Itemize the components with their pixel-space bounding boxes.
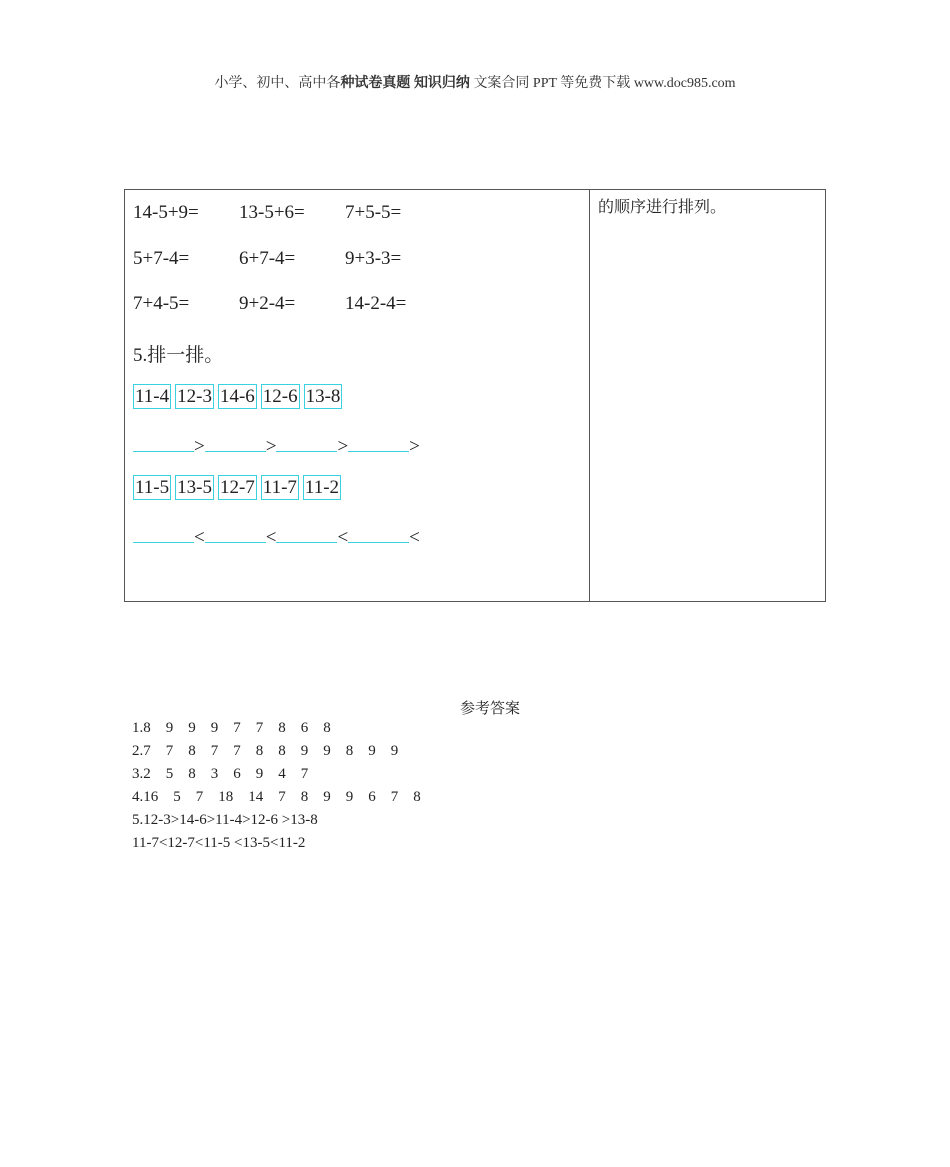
answer-blank[interactable] xyxy=(348,523,409,543)
answer-blank[interactable] xyxy=(133,523,194,543)
expression-box: 11-7 xyxy=(262,477,297,498)
comparison-symbol: > xyxy=(265,436,277,457)
group1-expressions xyxy=(133,384,346,409)
worksheet-table xyxy=(124,189,826,602)
expression-box: 12-7 xyxy=(219,477,255,498)
answer-line: 1.8 9 9 9 7 7 8 6 8 xyxy=(132,720,331,736)
instruction-text: 的顺序进行排列。 xyxy=(598,197,727,216)
expression-box: 13-8 xyxy=(305,386,341,407)
exercise-cell xyxy=(125,190,590,601)
answer-line: 11-7<12-7<11-5 <13-5<11-2 xyxy=(132,835,306,851)
expression-box: 12-3 xyxy=(177,386,212,407)
expression-box: 11-2 xyxy=(304,477,340,498)
answer-blank[interactable] xyxy=(276,432,337,452)
equation: 7+5-5= xyxy=(345,202,402,223)
group2-answer-blanks xyxy=(133,523,420,549)
header-text-2: 种试卷真题 xyxy=(340,76,411,91)
equation: 13-5+6= xyxy=(239,202,305,223)
answer-line: 5.12-3>14-6>11-4>12-6 >13-8 xyxy=(132,812,318,828)
comparison-symbol: > xyxy=(409,436,420,457)
answers-title: 参考答案 xyxy=(459,699,520,717)
comparison-symbol: < xyxy=(337,527,349,548)
equation: 14-5+9= xyxy=(133,202,199,223)
header-text-4: 文案合同 PPT 等免费下载 xyxy=(473,76,631,91)
comparison-symbol: < xyxy=(409,527,420,548)
section-5-title: 5.排一排。 xyxy=(133,345,224,366)
answer-blank[interactable] xyxy=(276,523,337,543)
answer-blank[interactable] xyxy=(205,432,266,452)
page-header xyxy=(0,72,950,92)
expression-box: 11-5 xyxy=(135,477,170,498)
header-text-3: 知识归纳 xyxy=(410,76,474,91)
equation-row xyxy=(133,248,451,270)
comparison-symbol: > xyxy=(337,436,349,457)
header-url: www.doc985.com xyxy=(630,76,736,91)
group1-answer-blanks xyxy=(133,432,420,458)
answer-line: 3.2 5 8 3 6 9 4 7 xyxy=(132,766,309,782)
expression-box: 11-4 xyxy=(135,386,170,407)
equation: 6+7-4= xyxy=(239,248,296,269)
expression-box: 14-6 xyxy=(219,386,255,407)
group2-expressions xyxy=(133,475,345,500)
expression-box: 13-5 xyxy=(177,477,212,498)
answer-line: 4.16 5 7 18 14 7 8 9 9 6 7 8 xyxy=(132,789,421,805)
answer-blank[interactable] xyxy=(348,432,409,452)
equation-row xyxy=(133,293,451,315)
equation-row xyxy=(133,202,451,224)
equation: 9+2-4= xyxy=(239,293,296,314)
answer-blank[interactable] xyxy=(133,432,194,452)
instruction-cell xyxy=(590,190,825,601)
answer-blank[interactable] xyxy=(205,523,266,543)
equation: 7+4-5= xyxy=(133,293,190,314)
comparison-symbol: > xyxy=(194,436,205,457)
answer-line: 2.7 7 8 7 7 8 8 9 9 8 9 9 xyxy=(132,743,399,759)
expression-box: 12-6 xyxy=(262,386,298,407)
equation: 5+7-4= xyxy=(133,248,190,269)
comparison-symbol: < xyxy=(265,527,277,548)
comparison-symbol: < xyxy=(194,527,205,548)
equation: 14-2-4= xyxy=(345,293,407,314)
header-text-1: 小学、初中、高中各 xyxy=(214,76,341,91)
equation: 9+3-3= xyxy=(345,248,402,269)
